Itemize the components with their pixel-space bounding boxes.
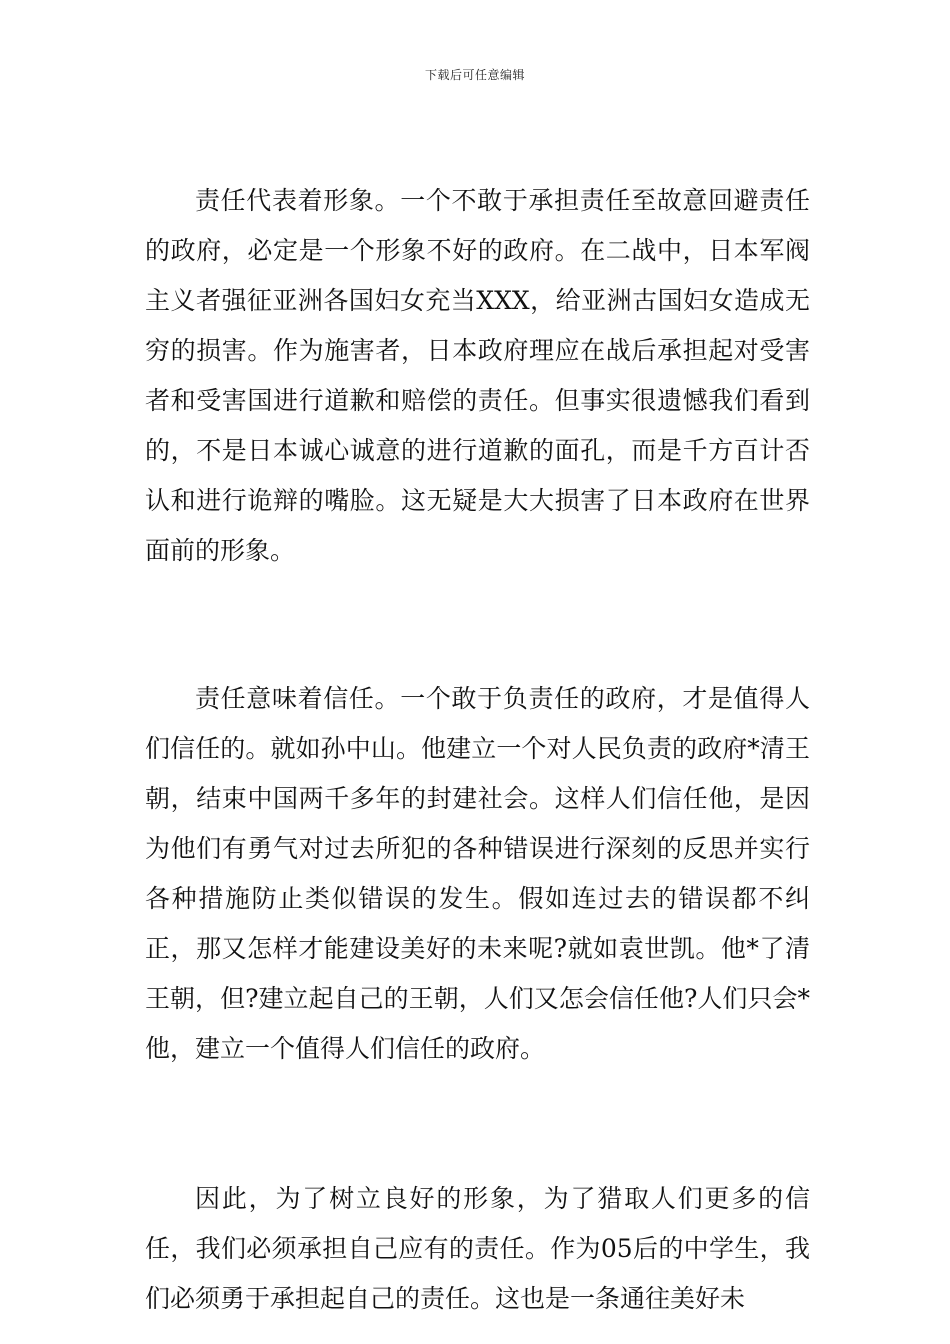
paragraph-spacer (145, 576, 810, 674)
paragraph-conclusion: 因此，为了树立良好的形象，为了猎取人们更多的信任，我们必须承担自己应有的责任。作为05后的中学生，我们必须勇于承担起自己的责任。这也是一条通往美好未 (145, 1184, 810, 1313)
document-body (145, 176, 810, 1324)
paragraph-spacer (145, 1074, 810, 1174)
paragraph-responsibility-trust: 责任意味着信任。一个敢于负责任的政府，才是值得人们信任的。就如孙中山。他建立一个对人民负责的政府*清王朝，结束中国两千多年的封建社会。这样人们信任他，是因为他们有勇气对过去所犯的各种错误进行深刻的反思并实行各种措施防止类似错误的发生。假如连过去的错误都不纠正，那又怎样才能建设美好的未来呢?就如袁世凯。他*了清王朝，但?建立起自己的王朝，人们又怎会信任他?人们只会*他，建立一个值得人们信任的政府。 (145, 684, 810, 1063)
paragraph-responsibility-image: 责任代表着形象。一个不敢于承担责任至故意回避责任的政府，必定是一个形象不好的政府。在二战中，日本军阀主义者强征亚洲各国妇女充当XXX，给亚洲古国妇女造成无穷的损害。作为施害者，日本政府理应在战后承担起对受害者和受害国进行道歉和赔偿的责任。但事实很遗憾我们看到的，不是日本诚心诚意的进行道歉的面孔，而是千方百计否认和进行诡辩的嘴脸。这无疑是大大损害了日本政府在世界面前的形象。 (145, 186, 810, 565)
page-header-note: 下载后可任意编辑 (424, 68, 525, 82)
